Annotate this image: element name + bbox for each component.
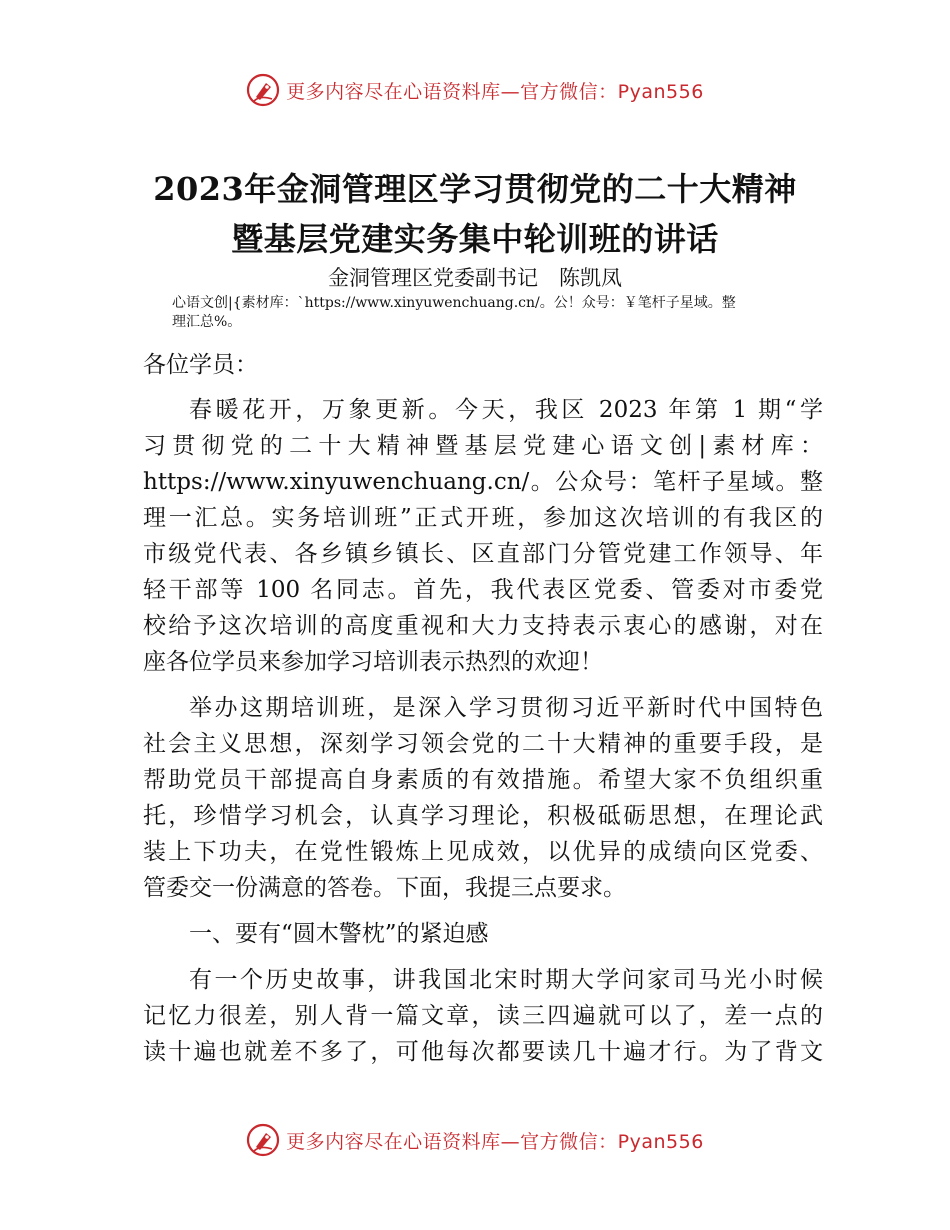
body-line: https://www.xinyuwenchuang.cn/。公众号：笔杆子星域。整 <box>143 469 823 495</box>
banner-text: 更多内容尽在心语资料库—官方微信：Pyan556 <box>286 1130 704 1153</box>
body-line: 理一汇总。实务培训班”正式开班，参加这次培训的有我区的 <box>143 505 823 531</box>
author-line: 金洞管理区党委副书记 陈凯凤 <box>328 266 622 290</box>
body-line: 帮助党员干部提高自身素质的有效措施。希望大家不负组织重 <box>143 767 823 793</box>
body-line: 装上下功夫，在党性锻炼上见成效，以优异的成绩向区党委、 <box>143 839 823 865</box>
body-line: 托，珍惜学习机会，认真学习理论，积极砥砺思想，在理论武 <box>143 803 823 829</box>
body-line: 有一个历史故事，讲我国北宋时期大学问家司马光小时候 <box>189 967 823 993</box>
body-line: 读十遍也就差不多了，可他每次都要读几十遍才行。为了背文 <box>143 1039 823 1065</box>
pen-nib-logo-icon <box>246 73 280 107</box>
document-title-line-2: 暨基层党建实务集中轮训班的讲话 <box>231 220 719 258</box>
body-line: 校给予这次培训的高度重视和大力支持表示衷心的感谢，对在 <box>143 613 823 639</box>
header-banner <box>0 70 950 110</box>
body-line: 管委交一份满意的答卷。下面，我提三点要求。 <box>143 875 626 901</box>
pen-nib-logo-icon <box>246 1123 280 1157</box>
footer-banner <box>0 1120 950 1160</box>
salutation: 各位学员： <box>143 352 258 378</box>
body-line: 记忆力很差，别人背一篇文章，读三四遍就可以了，差一点的 <box>143 1003 823 1029</box>
body-line: 习贯彻党的二十大精神暨基层党建心语文创|素材库： <box>143 433 823 459</box>
body-line: 市级党代表、各乡镇乡镇长、区直部门分管党建工作领导、年 <box>143 541 823 567</box>
source-note-line-1: 心语文创|{素材库：`https://www.xinyuwenchuang.cn/。公！众号：￥笔杆子星域。整 <box>172 295 736 311</box>
body-line: 座各位学员来参加学习培训表示热烈的欢迎！ <box>143 649 603 675</box>
banner-text: 更多内容尽在心语资料库—官方微信：Pyan556 <box>286 80 704 103</box>
section-heading: 一、要有“圆木警枕”的紧迫感 <box>189 921 489 947</box>
body-line: 举办这期培训班，是深入学习贯彻习近平新时代中国特色 <box>189 695 823 721</box>
body-line: 社会主义思想，深刻学习领会党的二十大精神的重要手段，是 <box>143 731 823 757</box>
document-title-line-1: 2023年金洞管理区学习贯彻党的二十大精神 <box>153 170 797 208</box>
body-line: 轻干部等 100 名同志。首先，我代表区党委、管委对市委党 <box>143 577 823 603</box>
source-note <box>172 294 852 332</box>
body-line: 春暖花开，万象更新。今天，我区 2023 年第 1 期“学 <box>189 397 823 423</box>
source-note-line-2: 理汇总%。 <box>172 314 242 330</box>
